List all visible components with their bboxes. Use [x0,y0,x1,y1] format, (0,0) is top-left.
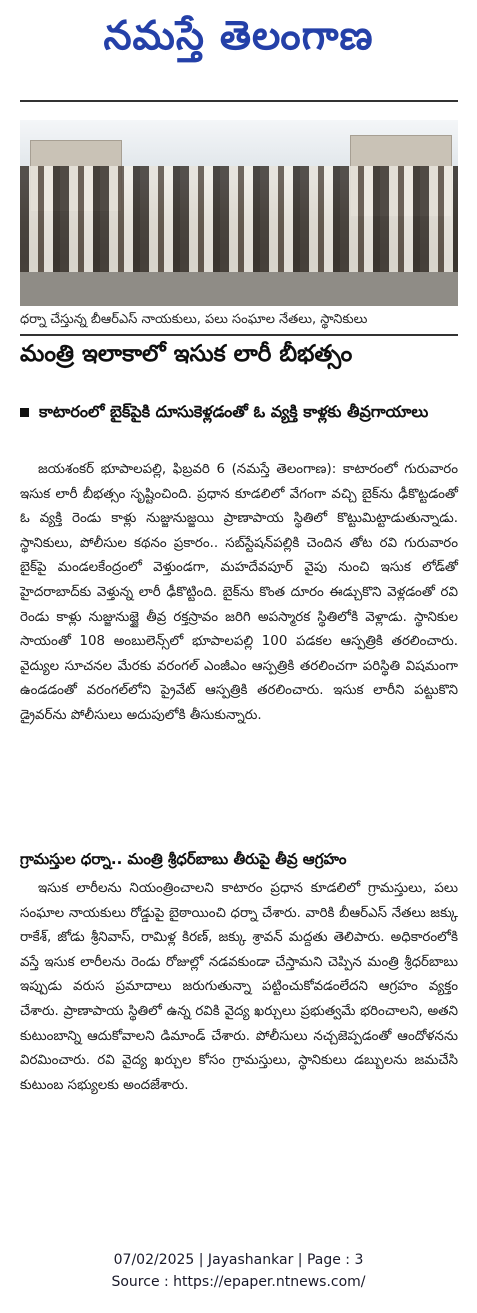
newspaper-masthead [0,0,477,82]
article-paragraph-2: ఇసుక లారీలను నియంత్రించాలని కాటారం ప్రధాన కూడలిలో గ్రామస్తులు, పలు సంఘాల నాయకులు రోడ్డుపై బైఠాయించి ధర్నా చేశారు. వారికి బీఆర్ఎస్ నేతలు జక్కు రాకేశ్, జోడు శ్రీనివాస్, రామిళ్ల కిరణ్, జక్కు శ్రావన్ మద్దతు తెలిపారు. అధికారంలోకి వస్తే ఇసుక లారీలను రెండు రోజుల్లో నడవకుండా చేస్తామని చెప్పిన మంత్రి శ్రీధర్‌బాబు ఇప్పుడు వరుస ప్రమాదాలు జరుగుతున్నా పట్టించుకోవడంలేదని ఆగ్రహం వ్యక్తం చేశారు. ప్రాణాపాయ స్థితిలో ఉన్న రవికి వైద్య ఖర్చులు ప్రభుత్వమే భరించాలని, అతని కుటుంబాన్ని ఆదుకోవాలని డిమాండ్ చేశారు. పోలీసులు నచ్చజెప్పడంతో ఆందోళనను విరమించారు. రవి వైద్య ఖర్చుల కోసం గ్రామస్తులు, స్థానికులు డబ్బులను జమచేసి కుటుంబ సభ్యులకు అందజేశారు. [20,881,458,1093]
footer-source: Source : https://epaper.ntnews.com/ [111,1274,366,1290]
bullet-icon [20,408,29,417]
caption-divider [20,334,458,336]
article-paragraph-1: జయశంకర్ భూపాలపల్లి, ఫిబ్రవరి 6 (నమస్తే తెలంగాణ): కాటారంలో గురువారం ఇసుక లారీ బీభత్సం సృష్టించింది. ప్రధాన కూడలిలో వేగంగా వచ్చి బైక్‌ను ఢీకొట్టడంతో ఓ వ్యక్తి రెండు కాళ్లు నుజ్జునుజ్జయి ప్రాణాపాయ స్థితిలో కొట్టుమిట్టాడుతున్నాడు. స్థానికులు, పోలీసుల కథనం ప్రకారం.. సబ్‌స్టేషన్‌పల్లికి చెందిన తోట రవి గురువారం బైక్‌పై మండలకేంద్రంలో వెళ్తుండగా, మహదేవపూర్ వైపు నుంచి ఇసుక లోడ్‌తో హైదరాబాద్‌కు వెళ్తున్న లారీ ఢీకొట్టింది. బైక్‌ను కొంత దూరం ఈడ్చుకొని వెళ్లడంతో రవి రెండు కాళ్లు నుజ్జునుజ్జై తీవ్ర రక్తస్రావం జరిగి అపస్మారక స్థితిలోకి వెళ్లాడు. స్థానికుల సాయంతో 108 అంబులెన్స్‌లో భూపాలపల్లి 100 పడకల ఆస్పత్రికి తరలించారు. వైద్యుల సూచనల మేరకు వరంగల్ ఎంజీఎం ఆస్పత్రికి తరలించగా పరిస్థితి విషమంగా ఉండడంతో వరంగల్‌లోని ప్రైవేట్ ఆస్పత్రికి తరలించారు. ఇసుక లారీని పట్టుకొని డ్రైవర్‌ను పోలీసులు అదుపులోకి తీసుకున్నారు. [20,462,458,723]
footer-date-page: 07/02/2025 | Jayashankar | Page : 3 [113,1252,364,1268]
photo-caption: ధర్నా చేస్తున్న బీఆర్ఎస్ నాయకులు, పలు సంఘాల నేతలు, స్థానికులు [20,312,368,327]
article-headline: మంత్రి ఇలాకాలో ఇసుక లారీ బీభత్సం [20,341,353,367]
subheadline-text: కాటారంలో బైక్‌పైకి దూసుకెళ్లడంతో ఓ వ్యక్తి కాళ్లకు తీవ్రగాయాలు [39,402,429,421]
masthead-title: నమస్తే తెలంగాణ [103,13,374,59]
article-subhead-2: గ్రామస్తుల ధర్నా.. మంత్రి శ్రీధర్‌బాబు తీరుపై తీవ్ర ఆగ్రహం [20,850,347,868]
masthead-divider [20,100,458,102]
article-subheadline [20,397,458,427]
news-photo [20,120,458,306]
photo-crowd [20,166,458,276]
photo-road [20,272,458,306]
